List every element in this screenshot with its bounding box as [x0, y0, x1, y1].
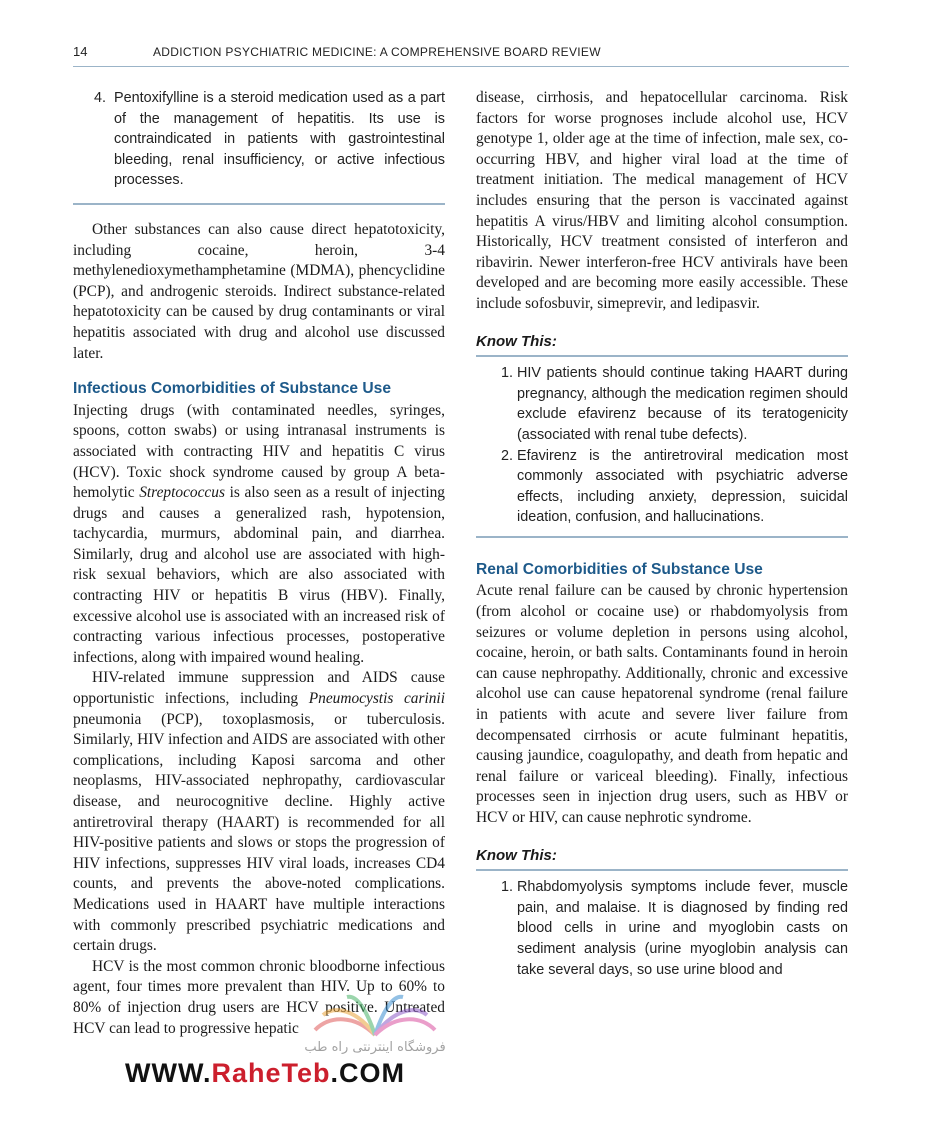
- list-item: 1. HIV patients should continue taking HAART during pregnancy, although the medication regimen should exclude efavirenz because of its teratogenicity (associated with renal tube defects).: [517, 363, 848, 445]
- list-item-number: 4.: [94, 90, 107, 106]
- text-run: is also seen as a result of injecting drugs and causes a generalized rash, hypotension, tachycardia, murmurs, abdominal pain, and diarrhea. Similarly, drug and alcohol use are associated with high-risk sexual behaviors, which are also associated with contracting HIV or hepatitis B virus (HBV). Finally, excessive alcohol use is associated with an increased risk of contracting various infectious processes, postoperative infections, along with impaired wound healing.: [73, 484, 445, 666]
- know-this-box-2: [476, 871, 848, 980]
- watermark-url: [125, 1058, 405, 1089]
- list-item: [73, 88, 445, 191]
- right-column: [476, 88, 848, 980]
- italic-term: Pneumocystis carinii: [308, 690, 445, 708]
- text-run: HIV-related immune suppression and AIDS cause opportunistic infections, including: [73, 669, 445, 708]
- paragraph-hiv: [73, 668, 445, 956]
- list-item: 1. Rhabdomyolysis symptoms include fever, muscle pain, and malaise. It is diagnosed by finding red blood cells in urine and myoglobin casts on sediment analysis (urine myoglobin analysis can take several days, so use urine blood and: [517, 877, 848, 980]
- know-this-list-1: [476, 363, 848, 528]
- page-header: [73, 42, 849, 67]
- text-run: pneumonia (PCP), toxoplasmosis, or tuberculosis. Similarly, HIV infection and AIDS are associated with other complications, including Kaposi sarcoma and other neoplasms, HIV-associated nephropathy, cardiovascular disease, and neurocognitive decline. Highly active antiretroviral therapy (HAART) is recommended for all HIV-positive patients and slows or stops the progression of HIV infections, suppresses HIV viral loads, increases CD4 counts, and prevents the above-noted complications. Medications used in HAART have multiple interactions with commonly prescribed psychiatric medications and certain drugs.: [73, 710, 445, 955]
- left-column: [73, 88, 445, 1039]
- paragraph-hcv-continued: disease, cirrhosis, and hepatocellular carcinoma. Risk factors for worse prognoses include alcohol use, HCV genotype 1, older age at the time of infection, male sex, co-occurring HBV, and higher viral load at the time of treatment initiation. The medical management of HCV includes ensuring that the person is vaccinated against hepatitis A virus/HBV and limiting alcohol consumption. Historically, HCV treatment consisted of interferon and ribavirin. Newer interferon-free HCV antivirals have been developed and are becoming more easily accessible. These include sofosbuvir, simeprevir, and ledipasvir.: [476, 89, 848, 312]
- watermark-persian: فروشگاه اینترنتی راه طب: [304, 1040, 446, 1055]
- watermark-prefix: WWW.: [125, 1058, 212, 1088]
- list-item: 2. Efavirenz is the antiretroviral medication most commonly associated with psychiatric adverse effects, including anxiety, depression, suicidal ideation, confusion, and hallucinations.: [517, 446, 848, 528]
- italic-term: Streptococcus: [139, 484, 225, 502]
- list-item-text: Pentoxifylline is a steroid medication used as a part of the management of hepatitis. Its use is contraindicated in patients with gastrointestinal bleeding, renal insufficiency, or active infectious processes.: [114, 90, 445, 189]
- section-heading-infectious: Infectious Comorbidities of Substance Use: [73, 380, 391, 398]
- section-heading-renal: Renal Comorbidities of Substance Use: [476, 560, 763, 578]
- page-number: 14: [73, 44, 88, 59]
- know-this-box-1: [476, 357, 848, 538]
- paragraph-renal: Acute renal failure can be caused by chronic hypertension (from alcohol or cocaine use) or rhabdomyolysis from seizures or volume depletion in persons using alcohol, cocaine, heroin, or bath salts. Contaminants found in heroin can cause nephropathy. Additionally, chronic and excessive alcohol use can cause hepatorenal syndrome (renal failure in patients with acute and severe liver failure from decompensated cirrhosis or acute fulminant hepatitis, causing jaundice, coagulopathy, and death from hepatic and renal failure or variceal bleeding). Finally, infectious processes seen in injection drug users, such as HBV or HCV or HIV, can cause nephrotic syndrome.: [476, 582, 848, 826]
- list-item-4-block: [73, 88, 445, 205]
- watermark-brand: RaheTeb: [211, 1058, 331, 1088]
- know-this-heading: Know This:: [476, 846, 848, 872]
- paragraph-hcv: HCV is the most common chronic bloodborne infectious agent, four times more prevalent than HIV. Up to 60% to 80% of injection drug users are HCV positive. Untreated HCV can lead to progressive hepatic: [73, 957, 445, 1037]
- know-this-list-2: [476, 877, 848, 980]
- paragraph-injecting-drugs: [73, 401, 445, 669]
- book-logo-icon: [295, 975, 455, 1055]
- paragraph-hepatotoxicity: Other substances can also cause direct hepatotoxicity, including cocaine, heroin, 3-4 methylenedioxymethamphetamine (MDMA), phencyclidine (PCP), and androgenic steroids. Indirect substance-related hepatotoxicity can be caused by drug contaminants or viral hepatitis associated with drug and alcohol use discussed later.: [73, 220, 445, 362]
- running-title: ADDICTION PSYCHIATRIC MEDICINE: A COMPREHENSIVE BOARD REVIEW: [153, 45, 601, 59]
- watermark-suffix: .COM: [330, 1058, 405, 1088]
- text-run: Injecting drugs (with contaminated needles, syringes, spoons, cotton swabs) or using intranasal instruments is associated with contracting HIV and hepatitis C virus (HCV). Toxic shock syndrome caused by group A beta-hemolytic: [73, 401, 445, 502]
- know-this-heading: Know This:: [476, 332, 848, 358]
